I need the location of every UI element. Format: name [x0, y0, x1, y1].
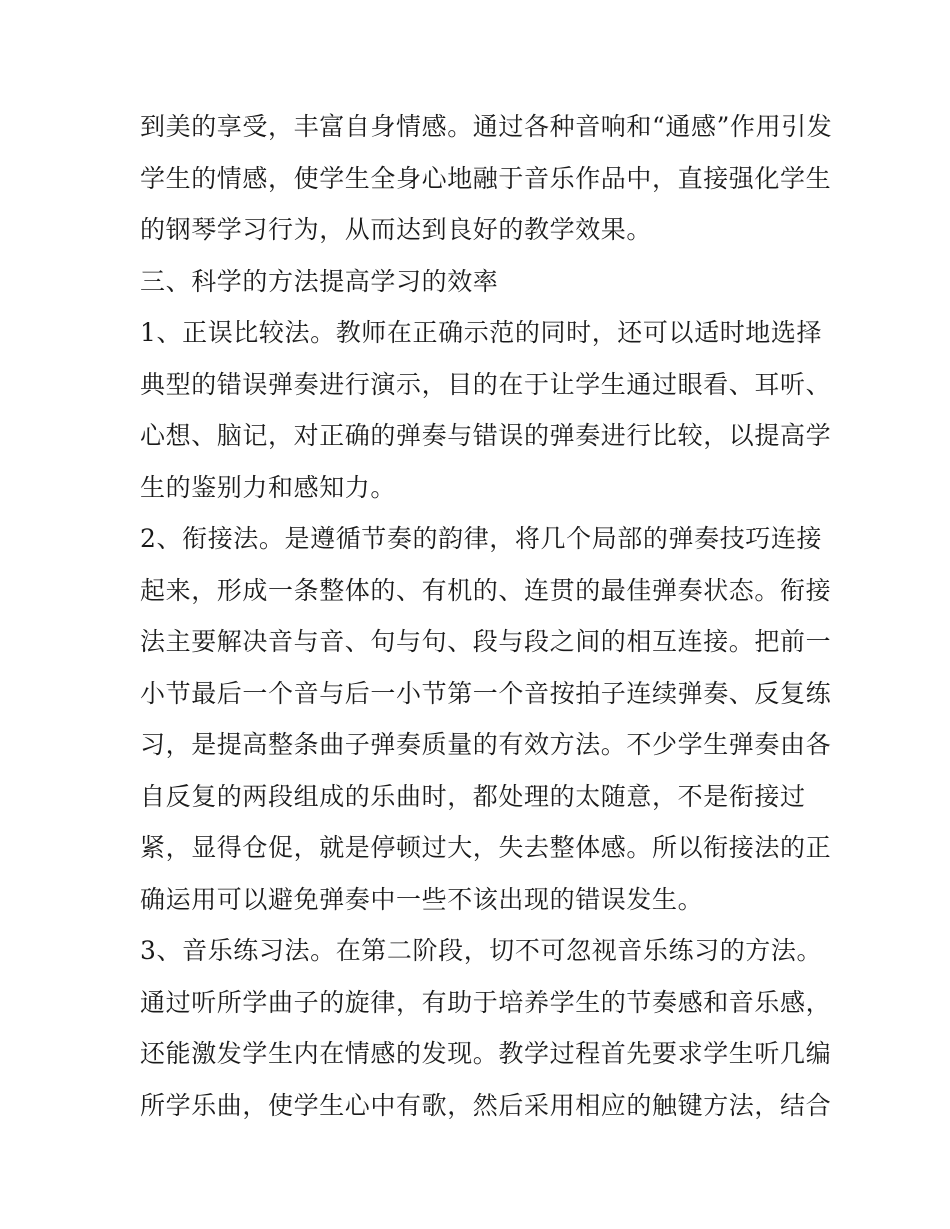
paragraph-line: 心想、脑记，对正确的弹奏与错误的弹奏进行比较，以提高学: [140, 421, 832, 450]
document-body: [140, 107, 833, 1137]
paragraph-line: 3、音乐练习法。在第二阶段，切不可忽视音乐练习的方法。: [140, 936, 823, 965]
paragraph-line: 起来，形成一条整体的、有机的、连贯的最佳弹奏状态。衔接: [140, 575, 832, 605]
paragraph-line: 还能激发学生内在情感的发现。教学过程首先要求学生听几编: [140, 1039, 832, 1068]
paragraph-line: 自反复的两段组成的乐曲时，都处理的太随意，不是衔接过: [140, 781, 806, 811]
paragraph-line: 2、衔接法。是遵循节奏的韵律，将几个局部的弹奏技巧连接: [140, 524, 823, 553]
paragraph-line: 习，是提高整条曲子弹奏质量的有效方法。不少学生弹奏由各: [140, 730, 832, 759]
paragraph-line: 生的鉴别力和感知力。: [140, 472, 397, 502]
paragraph-line: 学生的情感，使学生全身心地融于音乐作品中，直接强化学生: [140, 163, 832, 193]
paragraph-line: 确运用可以避免弹奏中一些不该出现的错误发生。: [140, 884, 704, 914]
paragraph-line: 到美的享受，丰富自身情感。通过各种音响和“通感”作用引发: [140, 112, 833, 141]
paragraph-line: 的钢琴学习行为，从而达到良好的教学效果。: [140, 215, 653, 244]
paragraph-line: 典型的错误弹奏进行演示，目的在于让学生通过眼看、耳听、: [140, 369, 832, 399]
paragraph-line: 所学乐曲，使学生心中有歌，然后采用相应的触键方法，结合: [140, 1090, 832, 1120]
paragraph-line: 法主要解决音与音、句与句、段与段之间的相互连接。把前一: [140, 627, 832, 656]
paragraph-line: 通过听所学曲子的旋律，有助于培养学生的节奏感和音乐感，: [140, 987, 832, 1017]
paragraph-line: 1、正误比较法。教师在正确示范的同时，还可以适时地选择: [140, 318, 823, 347]
paragraph-line: 小节最后一个音与后一小节第一个音按拍子连续弹奏、反复练: [140, 678, 832, 708]
section-heading: 三、科学的方法提高学习的效率: [140, 266, 499, 296]
paragraph-line: 紧，显得仓促，就是停顿过大，失去整体感。所以衔接法的正: [140, 833, 832, 862]
